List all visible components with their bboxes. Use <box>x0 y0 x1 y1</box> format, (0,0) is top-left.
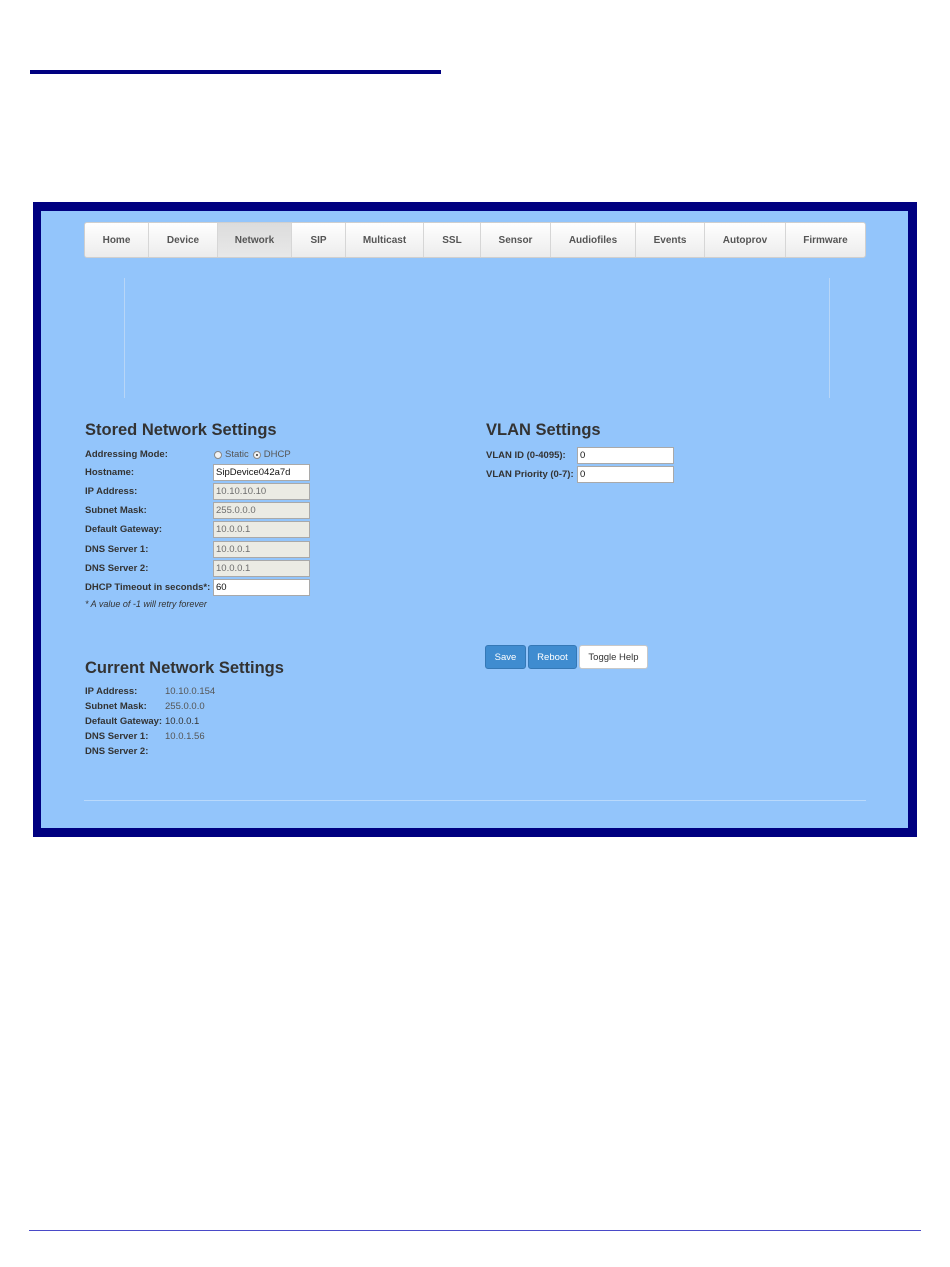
dhcp-radio[interactable] <box>253 451 261 459</box>
stored-settings-title: Stored Network Settings <box>85 421 277 439</box>
dhcp-timeout-note: * A value of -1 will retry forever <box>85 599 207 609</box>
ip-address-label: IP Address: <box>85 486 138 497</box>
current-dns2-label: DNS Server 2: <box>85 746 149 757</box>
reboot-button[interactable]: Reboot <box>528 645 577 669</box>
dhcp-timeout-label: DHCP Timeout in seconds*: <box>85 582 211 593</box>
nav-device[interactable]: Device <box>149 223 218 257</box>
default-gateway-label: Default Gateway: <box>85 524 163 535</box>
nav-audiofiles[interactable]: Audiofiles <box>551 223 636 257</box>
current-subnet-value: 255.0.0.0 <box>165 701 205 712</box>
footer-rule <box>29 1230 921 1231</box>
dns-server-2-label: DNS Server 2: <box>85 563 149 574</box>
ip-address-input[interactable]: 10.10.10.10 <box>213 483 310 500</box>
current-settings-title: Current Network Settings <box>85 659 284 677</box>
vlan-id-label: VLAN ID (0-4095): <box>486 450 566 461</box>
vlan-settings-title: VLAN Settings <box>486 421 601 439</box>
vlan-priority-label: VLAN Priority (0-7): <box>486 469 574 480</box>
main-navbar <box>84 222 866 258</box>
dns-server-2-input[interactable]: 10.0.0.1 <box>213 560 310 577</box>
vlan-priority-input[interactable]: 0 <box>577 466 674 483</box>
subnet-mask-label: Subnet Mask: <box>85 505 147 516</box>
nav-events[interactable]: Events <box>636 223 705 257</box>
dhcp-radio-label: DHCP <box>263 449 291 460</box>
dhcp-timeout-input[interactable]: 60 <box>213 579 310 596</box>
current-dns1-value: 10.0.1.56 <box>165 731 205 742</box>
current-gateway-label: Default Gateway: <box>85 716 163 727</box>
panel-footer-divider <box>84 800 866 801</box>
vlan-id-input[interactable]: 0 <box>577 447 674 464</box>
current-ip-value: 10.10.0.154 <box>165 686 216 697</box>
nav-network[interactable]: Network <box>218 223 292 257</box>
header-rule <box>30 70 441 74</box>
current-dns1-label: DNS Server 1: <box>85 731 149 742</box>
nav-home[interactable]: Home <box>85 223 149 257</box>
static-radio[interactable] <box>214 451 222 459</box>
hostname-input[interactable]: SipDevice042a7d <box>213 464 310 481</box>
nav-sip[interactable]: SIP <box>292 223 346 257</box>
nav-multicast[interactable]: Multicast <box>346 223 424 257</box>
subnet-mask-input[interactable]: 255.0.0.0 <box>213 502 310 519</box>
nav-firmware[interactable]: Firmware <box>803 234 848 246</box>
hostname-label: Hostname: <box>85 467 135 478</box>
current-ip-label: IP Address: <box>85 686 138 697</box>
help-area <box>124 278 830 398</box>
current-gateway-value: 10.0.0.1 <box>165 716 200 727</box>
dns-server-1-label: DNS Server 1: <box>85 544 149 555</box>
static-radio-label: Static <box>225 449 249 460</box>
save-button[interactable]: Save <box>485 645 526 669</box>
addressing-mode-label: Addressing Mode: <box>85 449 168 460</box>
nav-ssl[interactable]: SSL <box>424 223 481 257</box>
nav-sensor[interactable]: Sensor <box>481 223 551 257</box>
addressing-mode-radio-group <box>214 449 295 460</box>
dns-server-1-input[interactable]: 10.0.0.1 <box>213 541 310 558</box>
nav-autoprov[interactable]: Autoprov <box>705 223 786 257</box>
toggle-help-button[interactable]: Toggle Help <box>579 645 648 669</box>
current-subnet-label: Subnet Mask: <box>85 701 147 712</box>
default-gateway-input[interactable]: 10.0.0.1 <box>213 521 310 538</box>
